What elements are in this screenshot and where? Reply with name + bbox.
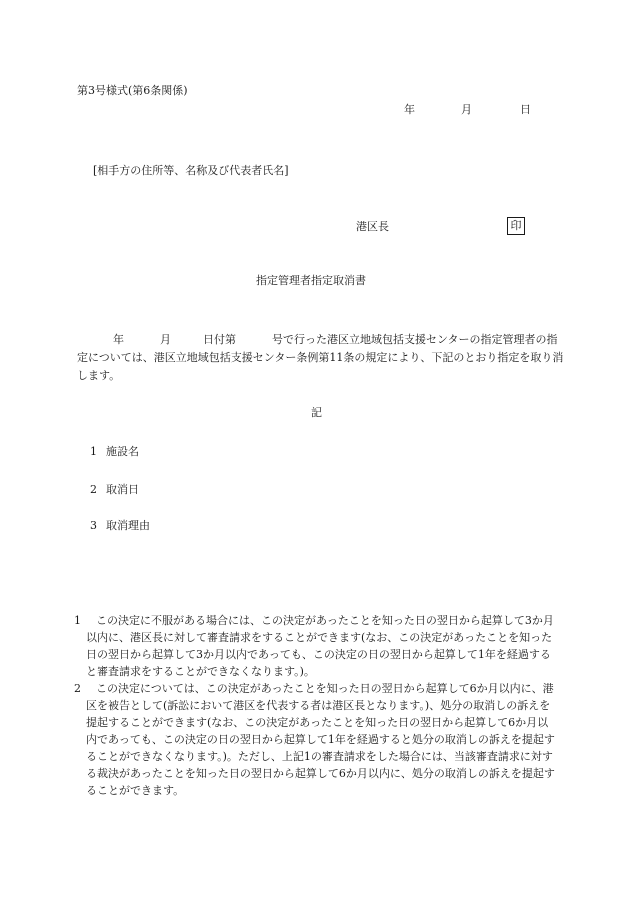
body-rest: 号で行った港区立地域包括支援センターの指定管理者の指定については、港区立地域包括支援センター条例第11条の規定により、下記のとおり指定を取り消します。 xyxy=(77,333,564,382)
seal-mark: 印 xyxy=(507,217,525,235)
issuer-name: 港区長 xyxy=(356,220,389,233)
list-item xyxy=(90,445,139,459)
body-paragraph xyxy=(77,331,565,385)
note-number: 1 xyxy=(74,614,81,627)
body-dated: 日付第 xyxy=(203,333,236,346)
body-month: 月 xyxy=(160,333,171,346)
note-item xyxy=(74,680,557,799)
list-item xyxy=(90,483,139,497)
item-label: 施設名 xyxy=(106,445,139,458)
item-label: 取消日 xyxy=(106,483,139,496)
item-label: 取消理由 xyxy=(106,519,150,532)
item-number: 2 xyxy=(90,483,97,496)
note-item xyxy=(74,612,557,680)
addressee-placeholder: [相手方の住所等、名称及び代表者氏名] xyxy=(93,164,289,177)
document-title: 指定管理者指定取消書 xyxy=(256,274,366,287)
ki-marker: 記 xyxy=(311,406,322,419)
item-number: 1 xyxy=(90,445,97,458)
note-text: この決定に不服がある場合には、この決定があったことを知った日の翌日から起算して3か月以内に、港区長に対して審査請求をすることができます(なお、この決定があったことを知った日の翌日から起算して3か月以内であっても、この決定の日の翌日から起算して1年を経過すると審査請求をすることができなくなります。)。 xyxy=(86,614,554,678)
notes-section xyxy=(74,612,557,799)
form-number: 第3号様式(第6条関係) xyxy=(77,84,188,97)
list-item xyxy=(90,519,150,533)
note-number: 2 xyxy=(74,682,81,695)
note-text: この決定については、この決定があったことを知った日の翌日から起算して6か月以内に、港区を被告として(訴訟において港区を代表する者は港区長となります。)、処分の取消しの訴えを提起することができます(なお、この決定があったことを知った日の翌日から起算して6か月以内であっても、この決定の日の翌日から起算して1年を経過すると処分の取消しの訴えを提起することができなくなります。)。ただし、上記1の審査請求をした場合には、当該審査請求に対する裁決があったことを知った日の翌日から起算して6か月以内に、処分の取消しの訴えを提起することができます。 xyxy=(86,682,555,797)
date-month-label: 月 xyxy=(461,103,472,116)
item-number: 3 xyxy=(90,519,97,532)
body-year: 年 xyxy=(113,333,124,346)
date-year-label: 年 xyxy=(404,103,415,116)
date-day-label: 日 xyxy=(520,103,531,116)
